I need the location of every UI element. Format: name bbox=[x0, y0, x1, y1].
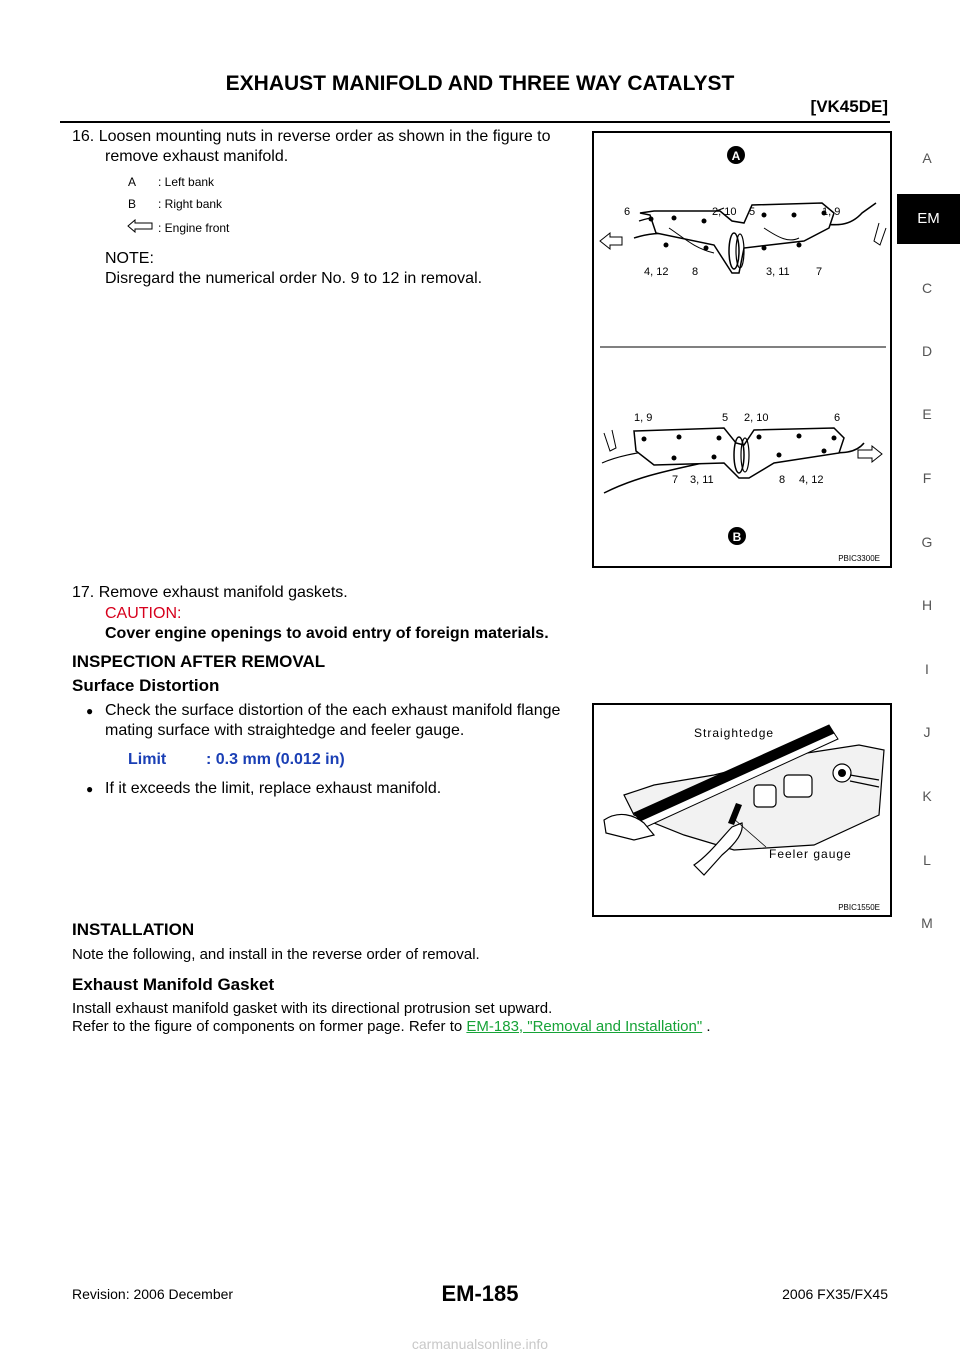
bot-label-3-11: 3, 11 bbox=[690, 474, 714, 486]
caution-text: Cover engine openings to avoid entry of foreign materials. bbox=[105, 625, 549, 642]
manifold-nut-order-figure bbox=[592, 131, 892, 568]
engine-front-arrow-bottom-icon bbox=[858, 446, 882, 462]
top-label-2-10: 2, 10 bbox=[712, 206, 737, 218]
gasket-heading: Exhaust Manifold Gasket bbox=[72, 975, 275, 994]
legend-key-b: B bbox=[128, 197, 137, 211]
installation-text: Note the following, and install in the reverse order of removal. bbox=[72, 946, 480, 963]
tab-g[interactable]: G bbox=[921, 534, 933, 550]
tab-e[interactable]: E bbox=[922, 406, 932, 422]
tab-em[interactable]: EM bbox=[897, 194, 960, 244]
bot-label-4-12: 4, 12 bbox=[799, 474, 824, 486]
note-title: NOTE: bbox=[105, 250, 154, 267]
tab-i[interactable]: I bbox=[925, 661, 929, 677]
top-label-1-9: 1, 9 bbox=[822, 206, 841, 218]
tab-j[interactable]: J bbox=[923, 724, 931, 740]
tab-h[interactable]: H bbox=[921, 597, 933, 613]
note-text: Disregard the numerical order No. 9 to 12 in removal. bbox=[105, 270, 483, 287]
straightedge-illustration bbox=[594, 705, 890, 915]
bullet-icon: ● bbox=[86, 782, 94, 796]
tab-a[interactable]: A bbox=[922, 150, 932, 166]
top-label-6: 6 bbox=[624, 206, 631, 218]
engine-front-arrow-top-icon bbox=[600, 233, 622, 249]
gasket-line2 bbox=[72, 1018, 711, 1035]
tab-k[interactable]: K bbox=[922, 788, 932, 804]
badge-a-letter: A bbox=[731, 149, 741, 163]
header-rule bbox=[60, 121, 890, 123]
gasket-line2-end: . bbox=[706, 1018, 711, 1035]
bot-label-6: 6 bbox=[834, 412, 841, 424]
step-16-line2: remove exhaust manifold. bbox=[105, 148, 289, 165]
revision-text: Revision: 2006 December bbox=[72, 1286, 234, 1302]
vehicle-model: 2006 FX35/FX45 bbox=[782, 1286, 888, 1302]
legend-key-a: A bbox=[128, 175, 137, 189]
caution-title: CAUTION: bbox=[105, 605, 182, 622]
tab-l[interactable]: L bbox=[923, 852, 931, 868]
surface-distortion-heading: Surface Distortion bbox=[72, 676, 220, 695]
bot-label-1-9: 1, 9 bbox=[634, 412, 653, 424]
label-feeler-gauge: Feeler gauge bbox=[769, 847, 852, 861]
bot-label-7: 7 bbox=[672, 474, 679, 486]
watermark: carmanualsonline.info bbox=[411, 1336, 549, 1352]
installation-heading: INSTALLATION bbox=[72, 920, 195, 939]
gasket-line1: Install exhaust manifold gasket with its directional protrusion set upward. bbox=[72, 1000, 553, 1017]
badge-b-letter: B bbox=[732, 530, 742, 544]
bullet-icon: ● bbox=[86, 704, 94, 718]
limit-value: : 0.3 mm (0.012 in) bbox=[206, 751, 345, 768]
figure1-code: PBIC3300E bbox=[838, 554, 880, 563]
bullet2: If it exceeds the limit, replace exhaust manifold. bbox=[105, 780, 442, 797]
engine-model: [VK45DE] bbox=[810, 97, 888, 116]
bot-label-5: 5 bbox=[722, 412, 729, 424]
limit-label: Limit bbox=[128, 751, 167, 768]
top-label-3-11: 3, 11 bbox=[766, 266, 790, 278]
tab-m[interactable]: M bbox=[921, 915, 933, 931]
top-label-7: 7 bbox=[816, 266, 823, 278]
top-label-4-12: 4, 12 bbox=[644, 266, 669, 278]
tab-d[interactable]: D bbox=[921, 343, 933, 359]
bot-label-2-10: 2, 10 bbox=[744, 412, 769, 424]
legend-value-b: : Right bank bbox=[158, 197, 223, 211]
inspection-heading: INSPECTION AFTER REMOVAL bbox=[72, 652, 326, 671]
figure2-code: PBIC1550E bbox=[838, 903, 880, 912]
page-number: EM-185 bbox=[441, 1281, 519, 1306]
page-title: EXHAUST MANIFOLD AND THREE WAY CATALYST bbox=[225, 72, 735, 95]
straightedge-figure bbox=[592, 703, 892, 917]
tab-c[interactable]: C bbox=[921, 280, 933, 296]
legend-value-a: : Left bank bbox=[158, 175, 215, 189]
bullet1-line1: Check the surface distortion of the each exhaust manifold flange bbox=[105, 702, 561, 719]
bullet1-line2: mating surface with straightedge and feeler gauge. bbox=[105, 722, 465, 739]
step-17: 17. Remove exhaust manifold gaskets. bbox=[72, 584, 348, 601]
label-straightedge: Straightedge bbox=[694, 726, 775, 740]
gasket-line2-text: Refer to the figure of components on former page. Refer to bbox=[72, 1018, 463, 1035]
removal-installation-link[interactable]: EM-183, "Removal and Installation" bbox=[466, 1018, 703, 1035]
top-label-5: 5 bbox=[749, 206, 756, 218]
tab-f[interactable]: F bbox=[922, 470, 932, 486]
legend-value-front: : Engine front bbox=[158, 221, 230, 235]
bot-label-8: 8 bbox=[779, 474, 786, 486]
step-16-line1: 16. Loosen mounting nuts in reverse order as shown in the figure to bbox=[72, 128, 551, 145]
manifold-illustration bbox=[594, 133, 890, 566]
arrow-left-icon bbox=[126, 219, 154, 233]
top-label-8: 8 bbox=[692, 266, 699, 278]
